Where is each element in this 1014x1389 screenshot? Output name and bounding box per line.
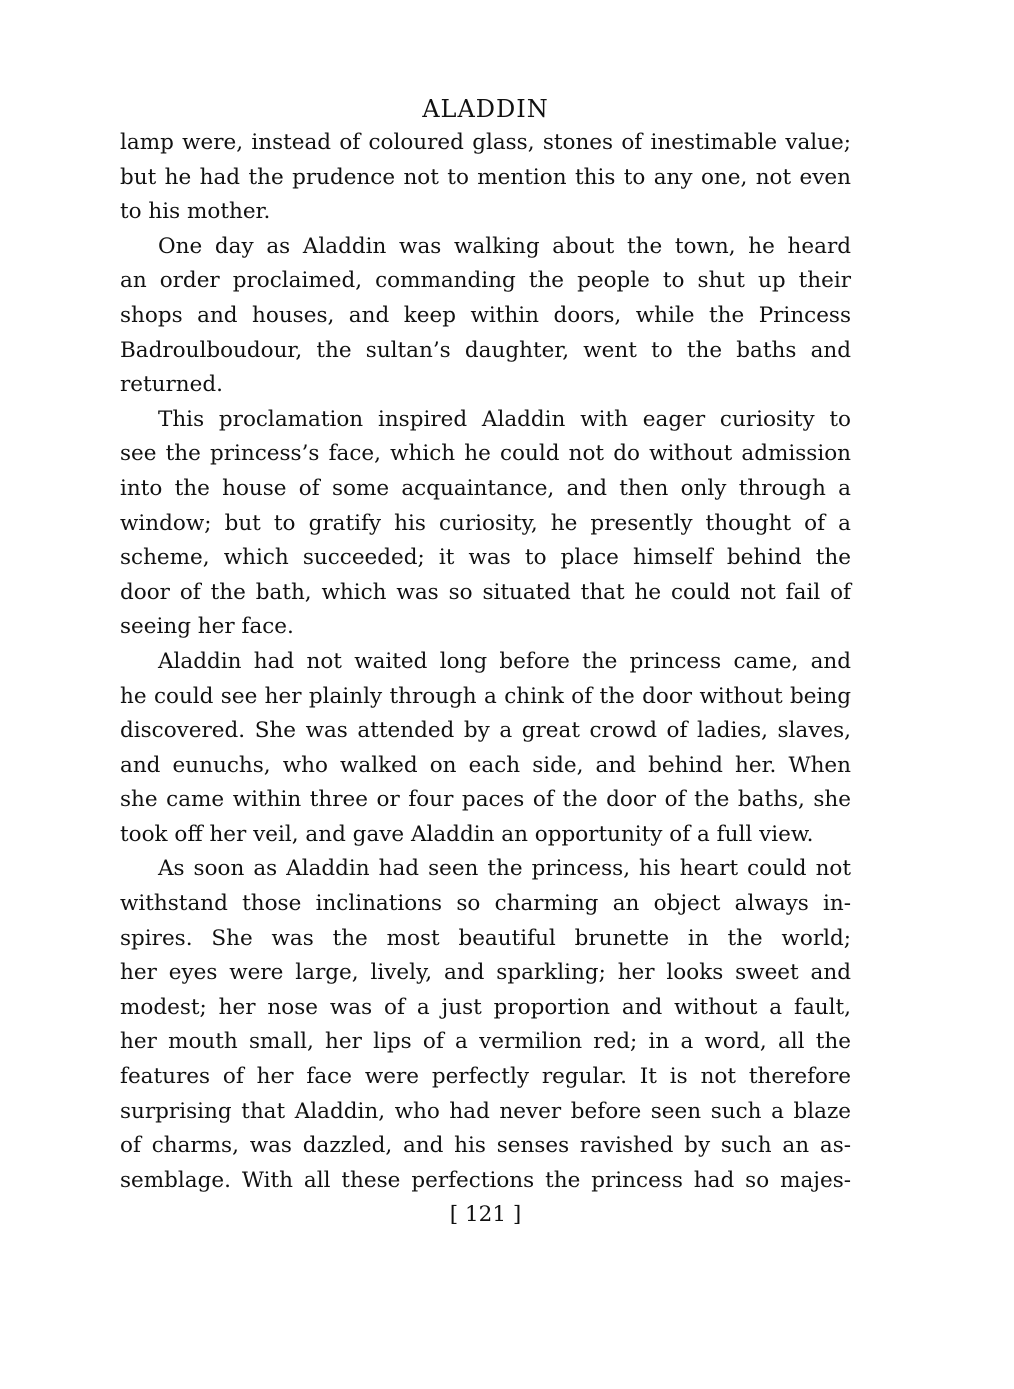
text-line: to his mother. — [120, 199, 271, 225]
text-line: see the princess’s face, which he could not do without admission — [120, 441, 851, 467]
text-line: Badroulboudour, the sultan’s daughter, went to the baths and — [120, 337, 851, 363]
text-line: One day as Aladdin was walking about the town, he heard — [158, 233, 851, 259]
text-line: semblage. With all these perfections the princess had so majes- — [120, 1167, 851, 1193]
text-line: and eunuchs, who walked on each side, and behind her. When — [120, 752, 851, 778]
text-line: lamp were, instead of coloured glass, stones of inestimable value; — [120, 130, 851, 155]
text-line: discovered. She was attended by a great crowd of ladies, slaves, — [120, 718, 851, 744]
text-line: of charms, was dazzled, and his senses ravished by such an as- — [120, 1133, 851, 1159]
text-line: modest; her nose was of a just proportion and without a fault, — [120, 994, 851, 1020]
text-line: returned. — [120, 372, 223, 398]
text-line: her eyes were large, lively, and sparkling; her looks sweet and — [120, 960, 851, 986]
paragraph — [120, 645, 851, 853]
text-line: door of the bath, which was so situated that he could not fail of — [120, 579, 851, 605]
text-line: seeing her face. — [120, 614, 294, 640]
running-head: ALADDIN — [422, 95, 549, 123]
text-line: spires. She was the most beautiful brunette in the world; — [120, 925, 851, 951]
text-line: she came within three or four paces of the door of the baths, she — [120, 787, 851, 813]
paragraph — [120, 403, 851, 645]
text-line: scheme, which succeeded; it was to place himself behind the — [120, 545, 851, 571]
paragraph — [120, 230, 851, 403]
text-line: shops and houses, and keep within doors, while the Princess — [120, 302, 851, 328]
book-page — [120, 92, 851, 1232]
text-line: her mouth small, her lips of a vermilion red; in a word, all the — [120, 1029, 851, 1055]
text-line: This proclamation inspired Aladdin with eager curiosity to — [158, 406, 851, 432]
text-line: features of her face were perfectly regular. It is not therefore — [120, 1064, 851, 1090]
text-line: he could see her plainly through a chink of the door without being — [120, 683, 851, 709]
text-line: Aladdin had not waited long before the princess came, and — [158, 648, 851, 674]
text-line: took off her veil, and gave Aladdin an opportunity of a full view. — [120, 821, 814, 847]
paragraph — [120, 852, 851, 1198]
text-line: into the house of some acquaintance, and then only through a — [120, 475, 851, 501]
text-line: surprising that Aladdin, who had never before seen such a blaze — [120, 1098, 851, 1124]
body-text — [120, 126, 851, 1198]
text-line: an order proclaimed, commanding the people to shut up their — [120, 268, 851, 294]
text-line: As soon as Aladdin had seen the princess, his heart could not — [158, 856, 851, 882]
page-number: [ 121 ] — [449, 1202, 522, 1228]
text-line: withstand those inclinations so charming an object always in- — [120, 891, 851, 917]
text-line: window; but to gratify his curiosity, he presently thought of a — [120, 510, 851, 536]
paragraph — [120, 126, 851, 230]
text-line: but he had the prudence not to mention this to any one, not even — [120, 164, 851, 190]
